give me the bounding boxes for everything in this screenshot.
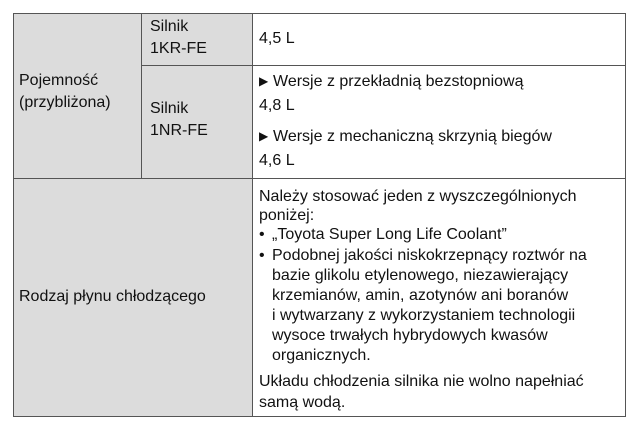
coolant-option-generic-line3: krzemianów, amin, azotynów ani boranów: [272, 287, 569, 304]
bullet-icon: •: [259, 247, 265, 264]
variant-manual-capacity-value: 4,6 L: [259, 152, 295, 169]
coolant-label: Rodzaj płynu chłodzącego: [19, 288, 206, 305]
variant-cvt-name: Wersje z przekładnią bezstopniową: [273, 73, 524, 90]
engine-1kr-capacity-value: 4,5 L: [259, 30, 295, 47]
coolant-option-generic-line2: bazie glikolu etylenowego, niezawierający: [272, 267, 569, 284]
engine-1nr-label-line2: 1NR-FE: [150, 122, 208, 139]
capacity-label-line2: (przybliżona): [19, 94, 111, 111]
engine-1kr-label-line2: 1KR-FE: [150, 40, 207, 57]
coolant-option-toyota: „Toyota Super Long Life Coolant”: [272, 226, 507, 243]
coolant-option-generic-line1: Podobnej jakości niskokrzepnący roztwór na: [272, 247, 587, 264]
engine-1kr-label-line1: Silnik: [150, 18, 189, 35]
variant-cvt-capacity-value: 4,8 L: [259, 97, 295, 114]
bullet-icon: •: [259, 226, 265, 243]
coolant-warning-line2: samą wodą.: [259, 394, 346, 411]
triangle-marker-icon: ▶: [259, 74, 269, 88]
variant-manual-name: Wersje z mechaniczną skrzynią biegów: [273, 128, 552, 145]
coolant-option-generic-line4: i wytwarzany z wykorzystaniem technologii: [272, 307, 576, 324]
coolant-intro-line2: poniżej:: [259, 207, 315, 224]
variant-manual-heading: [259, 126, 552, 147]
engine-1kr-value-cell: [252, 13, 626, 66]
variant-cvt-heading: [259, 71, 524, 92]
coolant-intro-line1: Należy stosować jeden z wyszczególnionych: [259, 188, 577, 205]
coolant-option-generic-line6: organicznych.: [272, 347, 371, 364]
engine-1nr-label-line1: Silnik: [150, 100, 189, 117]
coolant-warning-line1: Układu chłodzenia silnika nie wolno napełniać: [259, 373, 584, 390]
capacity-label-line1: Pojemność: [19, 72, 99, 89]
coolant-option-generic-line5: wysoce trwałych hybrydowych kwasów: [272, 327, 548, 344]
triangle-marker-icon: ▶: [259, 129, 269, 143]
